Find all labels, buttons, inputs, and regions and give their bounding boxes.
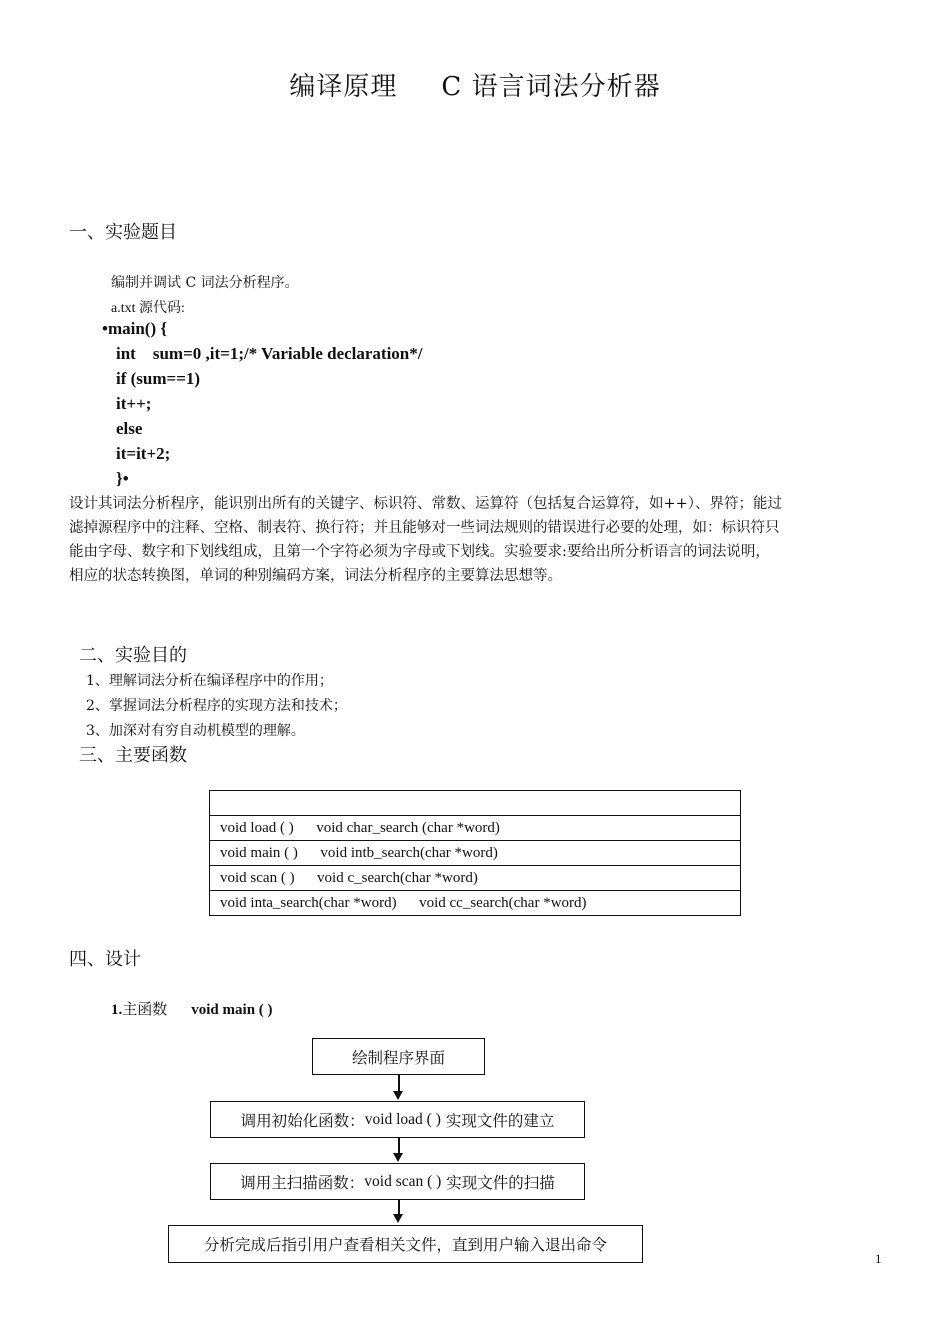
flow-step-2-suffix: 实现文件的建立 (440, 1111, 555, 1130)
title-part-1: 编译原理 (289, 72, 398, 102)
code-line-7: }• (116, 469, 129, 488)
code-line-2: int sum=0 ,it=1;/* Variable declaration*/ (116, 344, 423, 363)
paragraph-line-2: 滤掉源程序中的注释、空格、制表符、换行符；并且能够对一些词法规则的错误进行必要的处理，如：标识符只 (69, 520, 780, 536)
code-line-4: it++; (116, 394, 152, 413)
title-part-2: C 语言词法分析器 (441, 72, 661, 102)
flow-step-4-label: 分析完成后指引用户查看相关文件，直到用户输入退出命令 (203, 1236, 607, 1254)
subsection-code: void main ( ) (191, 1002, 273, 1018)
flow-step-3-prefix: 调用主扫描函数： (240, 1173, 365, 1192)
arrow-down-icon (393, 1214, 403, 1223)
paragraph-line-3: 能由字母、数字和下划线组成，且第一个字符必须为字母或下划线。实验要求:要给出所分析语言的词法说明， (69, 544, 770, 560)
section-3-heading: 三、主要函数 (79, 745, 187, 766)
document-title (0, 66, 950, 103)
flow-step-3-code: void scan ( ) (364, 1172, 442, 1190)
arrow-down-icon (393, 1153, 403, 1162)
subsection-number: 1. (111, 1002, 123, 1018)
flow-connector (398, 1138, 400, 1154)
section-4-heading: 四、设计 (69, 949, 141, 970)
table-cell: void inta_search(char *word) void cc_search(char *word) (210, 891, 741, 916)
objective-item-1: 1、理解词法分析在编译程序中的作用； (86, 673, 333, 689)
code-line-5: else (116, 419, 143, 438)
subsection-label: 主函数 (122, 1000, 168, 1018)
flow-step-load (210, 1101, 585, 1138)
table-cell: void scan ( ) void c_search(char *word) (210, 866, 741, 891)
table-row (210, 866, 741, 891)
paragraph-line-1: 设计其词法分析程序，能识别出所有的关键字、标识符、常数、运算符（包括复合运算符，如++）、界符；能过 (69, 496, 783, 512)
subsection-main-function (111, 998, 273, 1019)
code-line-1: •main() { (102, 319, 168, 338)
section-1-line-2: a.txt 源代码: (111, 301, 185, 316)
table-cell (210, 791, 741, 816)
flow-step-2-code: void load ( ) (364, 1110, 441, 1128)
arrow-down-icon (393, 1091, 403, 1100)
objective-item-2: 2、掌握词法分析程序的实现方法和技术； (86, 698, 347, 714)
section-1-paragraph (69, 492, 884, 588)
code-line-6: it=it+2; (116, 444, 171, 463)
section-1-heading: 一、实验题目 (69, 222, 177, 243)
flow-step-finish (168, 1225, 643, 1263)
code-line-3: if (sum==1) (116, 369, 201, 388)
table-cell: void main ( ) void intb_search(char *word) (210, 841, 741, 866)
table-row (210, 891, 741, 916)
table-cell: void load ( ) void char_search (char *word) (210, 816, 741, 841)
functions-table (209, 790, 741, 916)
flow-connector (398, 1075, 400, 1092)
flow-step-2-prefix: 调用初始化函数： (240, 1111, 365, 1130)
section-1-line-1: 编制并调试 C 词法分析程序。 (111, 275, 299, 291)
flow-step-3-suffix: 实现文件的扫描 (441, 1173, 555, 1192)
flow-step-scan (210, 1163, 585, 1200)
page-number: 1 (875, 1251, 882, 1266)
table-row (210, 841, 741, 866)
table-row (210, 816, 741, 841)
flow-step-1-label: 绘制程序界面 (351, 1048, 445, 1067)
paragraph-line-4: 相应的状态转换图，单词的种别编码方案，词法分析程序的主要算法思想等。 (69, 568, 562, 584)
section-2-heading: 二、实验目的 (79, 645, 187, 666)
table-row (210, 791, 741, 816)
flow-step-draw-ui (312, 1038, 485, 1075)
objective-item-3: 3、加深对有穷自动机模型的理解。 (86, 723, 305, 739)
flow-connector (398, 1200, 400, 1215)
